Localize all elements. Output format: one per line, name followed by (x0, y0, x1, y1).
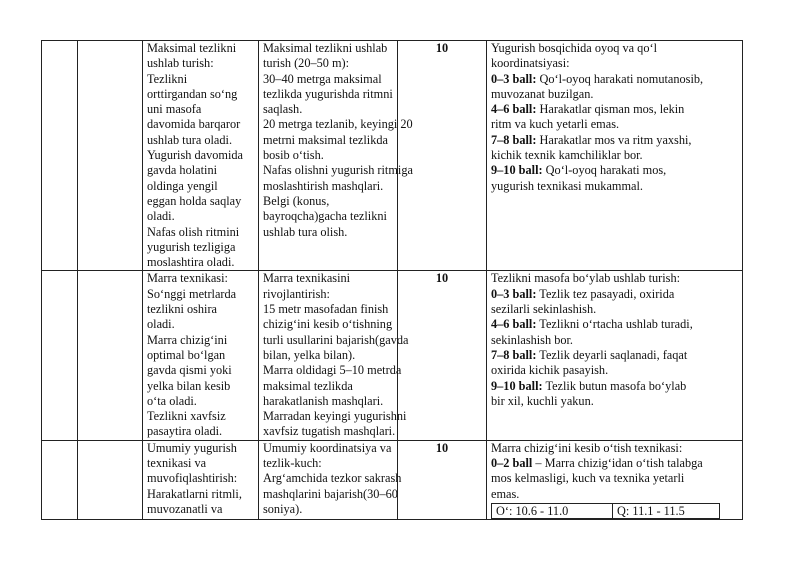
text-line: Marra chizig‘ini (147, 332, 228, 347)
text-line: optimal bo‘lgan (147, 347, 226, 362)
text-line: gavda qismi yoki (147, 363, 232, 378)
text-line: ushlab tura olish. (263, 224, 348, 239)
text-line: eggan holda saqlay (147, 193, 242, 208)
rubric-level (491, 348, 738, 379)
text-line: Marra chizig‘ini kesib o‘tish texnikasi: (491, 440, 683, 455)
text-line: moslashtira oladi. (147, 255, 235, 270)
text-line: Harakatlarni ritmli, (147, 486, 242, 501)
rubric-line: 0–3 ball: Qo‘l-oyoq harakati nomutanosib, (491, 71, 704, 86)
text-line: oldinga yengil (147, 178, 218, 193)
text-line: 15 metr masofadan finish (263, 302, 389, 317)
rubric-score-label: 0–3 ball: (491, 71, 537, 86)
rubric-line: sekinlashish bor. (491, 332, 573, 347)
rubric-level (491, 163, 738, 194)
rubric-line: 9–10 ball: Tezlik butun masofa bo‘ylab (491, 378, 687, 393)
text-line: turli usullarini bajarish(gavda (263, 332, 409, 347)
text-line: uni masofa (147, 102, 202, 117)
text-line: Maksimal tezlikni (147, 41, 237, 55)
text-line: xavfsiz tugatish mashqlari. (263, 424, 396, 439)
rubric-level (491, 102, 738, 133)
goal-cell (143, 271, 259, 440)
text-line: koordinatsiyasi: (491, 56, 570, 71)
text-line: Arg‘amchida tezkor sakrash (263, 471, 402, 486)
text-line: moslashtirish mashqlari. (263, 178, 384, 193)
text-line: Tezlikni (147, 71, 188, 86)
rubric-level (491, 287, 738, 318)
score-cell: 10 (398, 440, 487, 519)
rubric-cell (487, 440, 743, 519)
score-cell: 10 (398, 271, 487, 440)
topic-cell (78, 440, 143, 519)
text-line: tezlikda yugurishda ritmni (263, 86, 393, 101)
goal-cell (143, 440, 259, 519)
rubric-line: 4–6 ball: Tezlikni o‘rtacha ushlab turadi, (491, 317, 693, 332)
table-row (42, 271, 743, 440)
rubric-score-label: 4–6 ball: (491, 102, 537, 117)
text-line: Marra texnikasi: (147, 271, 228, 286)
rubric-line: 7–8 ball: Tezlik deyarli saqlanadi, faqat (491, 347, 688, 362)
text-line: bilan, yelka bilan). (263, 347, 356, 362)
text-line: Nafas olishni yugurish ritmiga (263, 163, 413, 178)
rubric-line: 4–6 ball: Harakatlar qisman mos, lekin (491, 102, 685, 117)
text-line: turish (20–50 m): (263, 56, 350, 71)
rubric-level (491, 456, 738, 502)
text-line: Marra texnikasini (263, 271, 351, 286)
rubric-cell (487, 41, 743, 271)
text-line: muvozanatli va (147, 501, 223, 516)
text-line: ushlab turish: (147, 56, 214, 71)
rubric-line: kichik texnik kamchiliklar bor. (491, 148, 643, 163)
index-cell (42, 41, 78, 271)
text-line: 20 metrga tezlanib, keyingi 20 (263, 117, 413, 132)
text-line: Tezlikni masofa bo‘ylab ushlab turish: (491, 271, 681, 286)
content-cell (259, 440, 402, 519)
rubric-line: emas. (491, 486, 520, 501)
rubric-level (491, 379, 738, 410)
text-line: harakatlanish mashqlari. (263, 393, 384, 408)
rubric-line: ritm va kuch yetarli emas. (491, 117, 620, 132)
rubric-level (491, 317, 738, 348)
rubric-line: 7–8 ball: Harakatlar mos va ritm yaxshi, (491, 132, 692, 147)
goal-cell (143, 41, 259, 271)
text-line: gavda holatini (147, 163, 218, 178)
score-range-o: O‘: 10.6 - 11.0 (491, 503, 613, 519)
rubric-score-label: 7–8 ball: (491, 132, 537, 147)
rubric-line: muvozanat buzilgan. (491, 86, 594, 101)
text-line: Belgi (konus, (263, 193, 330, 208)
score-range-boxes (491, 503, 742, 519)
topic-cell (78, 271, 143, 440)
text-line: o‘ta oladi. (147, 393, 197, 408)
text-line: Umumiy yugurish (147, 440, 237, 455)
rubric-line: mos kelmasligi, kuch va texnika yetarli (491, 471, 685, 486)
text-line: oladi. (147, 317, 175, 332)
text-line: Yugurish bosqichida oyoq va qo‘l (491, 41, 657, 55)
text-line: Umumiy koordinatsiya va (263, 440, 392, 455)
text-line: Yugurish davomida (147, 148, 243, 163)
assessment-table (41, 40, 743, 520)
content-cell (259, 271, 409, 440)
text-line: mashqlarini bajarish(30–60 (263, 486, 398, 501)
text-line: Marra oldidagi 5–10 metrda (263, 363, 402, 378)
text-line: Tezlikni xavfsiz (147, 409, 226, 424)
rubric-score-label: 9–10 ball: (491, 163, 543, 178)
text-line: 30–40 metrga maksimal (263, 71, 382, 86)
rubric-line: 0–2 ball – Marra chizig‘idan o‘tish talabga (491, 456, 703, 471)
text-line: metrni maksimal tezlikda (263, 132, 388, 147)
text-line: tezlik-kuch: (263, 456, 322, 471)
text-line: soniya). (263, 501, 303, 516)
text-line: chizig‘ini kesib o‘tishning (263, 317, 393, 332)
rubric-score-label: 0–2 ball (491, 456, 533, 471)
text-line: bosib o‘tish. (263, 148, 324, 163)
text-line: muvofiqlashtirish: (147, 471, 238, 486)
content-cell (259, 41, 413, 271)
text-line: saqlash. (263, 102, 303, 117)
rubric-score-label: 4–6 ball: (491, 317, 537, 332)
text-line: tezlikni oshira (147, 302, 218, 317)
score-range-q: Q: 11.1 - 11.5 (613, 503, 720, 519)
text-line: Maksimal tezlikni ushlab (263, 41, 388, 55)
topic-cell (78, 41, 143, 271)
text-line: yugurish tezligiga (147, 239, 236, 254)
text-line: So‘nggi metrlarda (147, 286, 237, 301)
rubric-level (491, 72, 738, 103)
rubric-line: oxirida kichik pasayish. (491, 363, 609, 378)
text-line: maksimal tezlikda (263, 378, 353, 393)
index-cell (42, 271, 78, 440)
rubric-score-label: 9–10 ball: (491, 378, 543, 393)
rubric-score-label: 7–8 ball: (491, 347, 537, 362)
table-row (42, 41, 743, 271)
text-line: texnikasi va (147, 456, 207, 471)
rubric-line: 0–3 ball: Tezlik tez pasayadi, oxirida (491, 286, 675, 301)
index-cell (42, 440, 78, 519)
text-line: pasaytira oladi. (147, 424, 223, 439)
text-line: davomida barqaror (147, 117, 241, 132)
text-line: orttirgandan so‘ng (147, 86, 238, 101)
text-line: rivojlantirish: (263, 286, 330, 301)
rubric-line: sezilarli sekinlashish. (491, 302, 597, 317)
rubric-score-label: 0–3 ball: (491, 286, 537, 301)
rubric-cell (487, 271, 743, 440)
text-line: Marradan keyingi yugurishni (263, 409, 407, 424)
table-row (42, 440, 743, 519)
text-line: bayroqcha)gacha tezlikni (263, 209, 387, 224)
rubric-line: yugurish texnikasi mukammal. (491, 178, 643, 193)
text-line: Nafas olish ritmini (147, 224, 240, 239)
text-line: oladi. (147, 209, 175, 224)
text-line: yelka bilan kesib (147, 378, 231, 393)
text-line: ushlab tura oladi. (147, 132, 233, 147)
rubric-level (491, 133, 738, 164)
rubric-line: bir xil, kuchli yakun. (491, 393, 594, 408)
score-cell: 10 (398, 41, 487, 271)
rubric-line: 9–10 ball: Qo‘l-oyoq harakati mos, (491, 163, 667, 178)
